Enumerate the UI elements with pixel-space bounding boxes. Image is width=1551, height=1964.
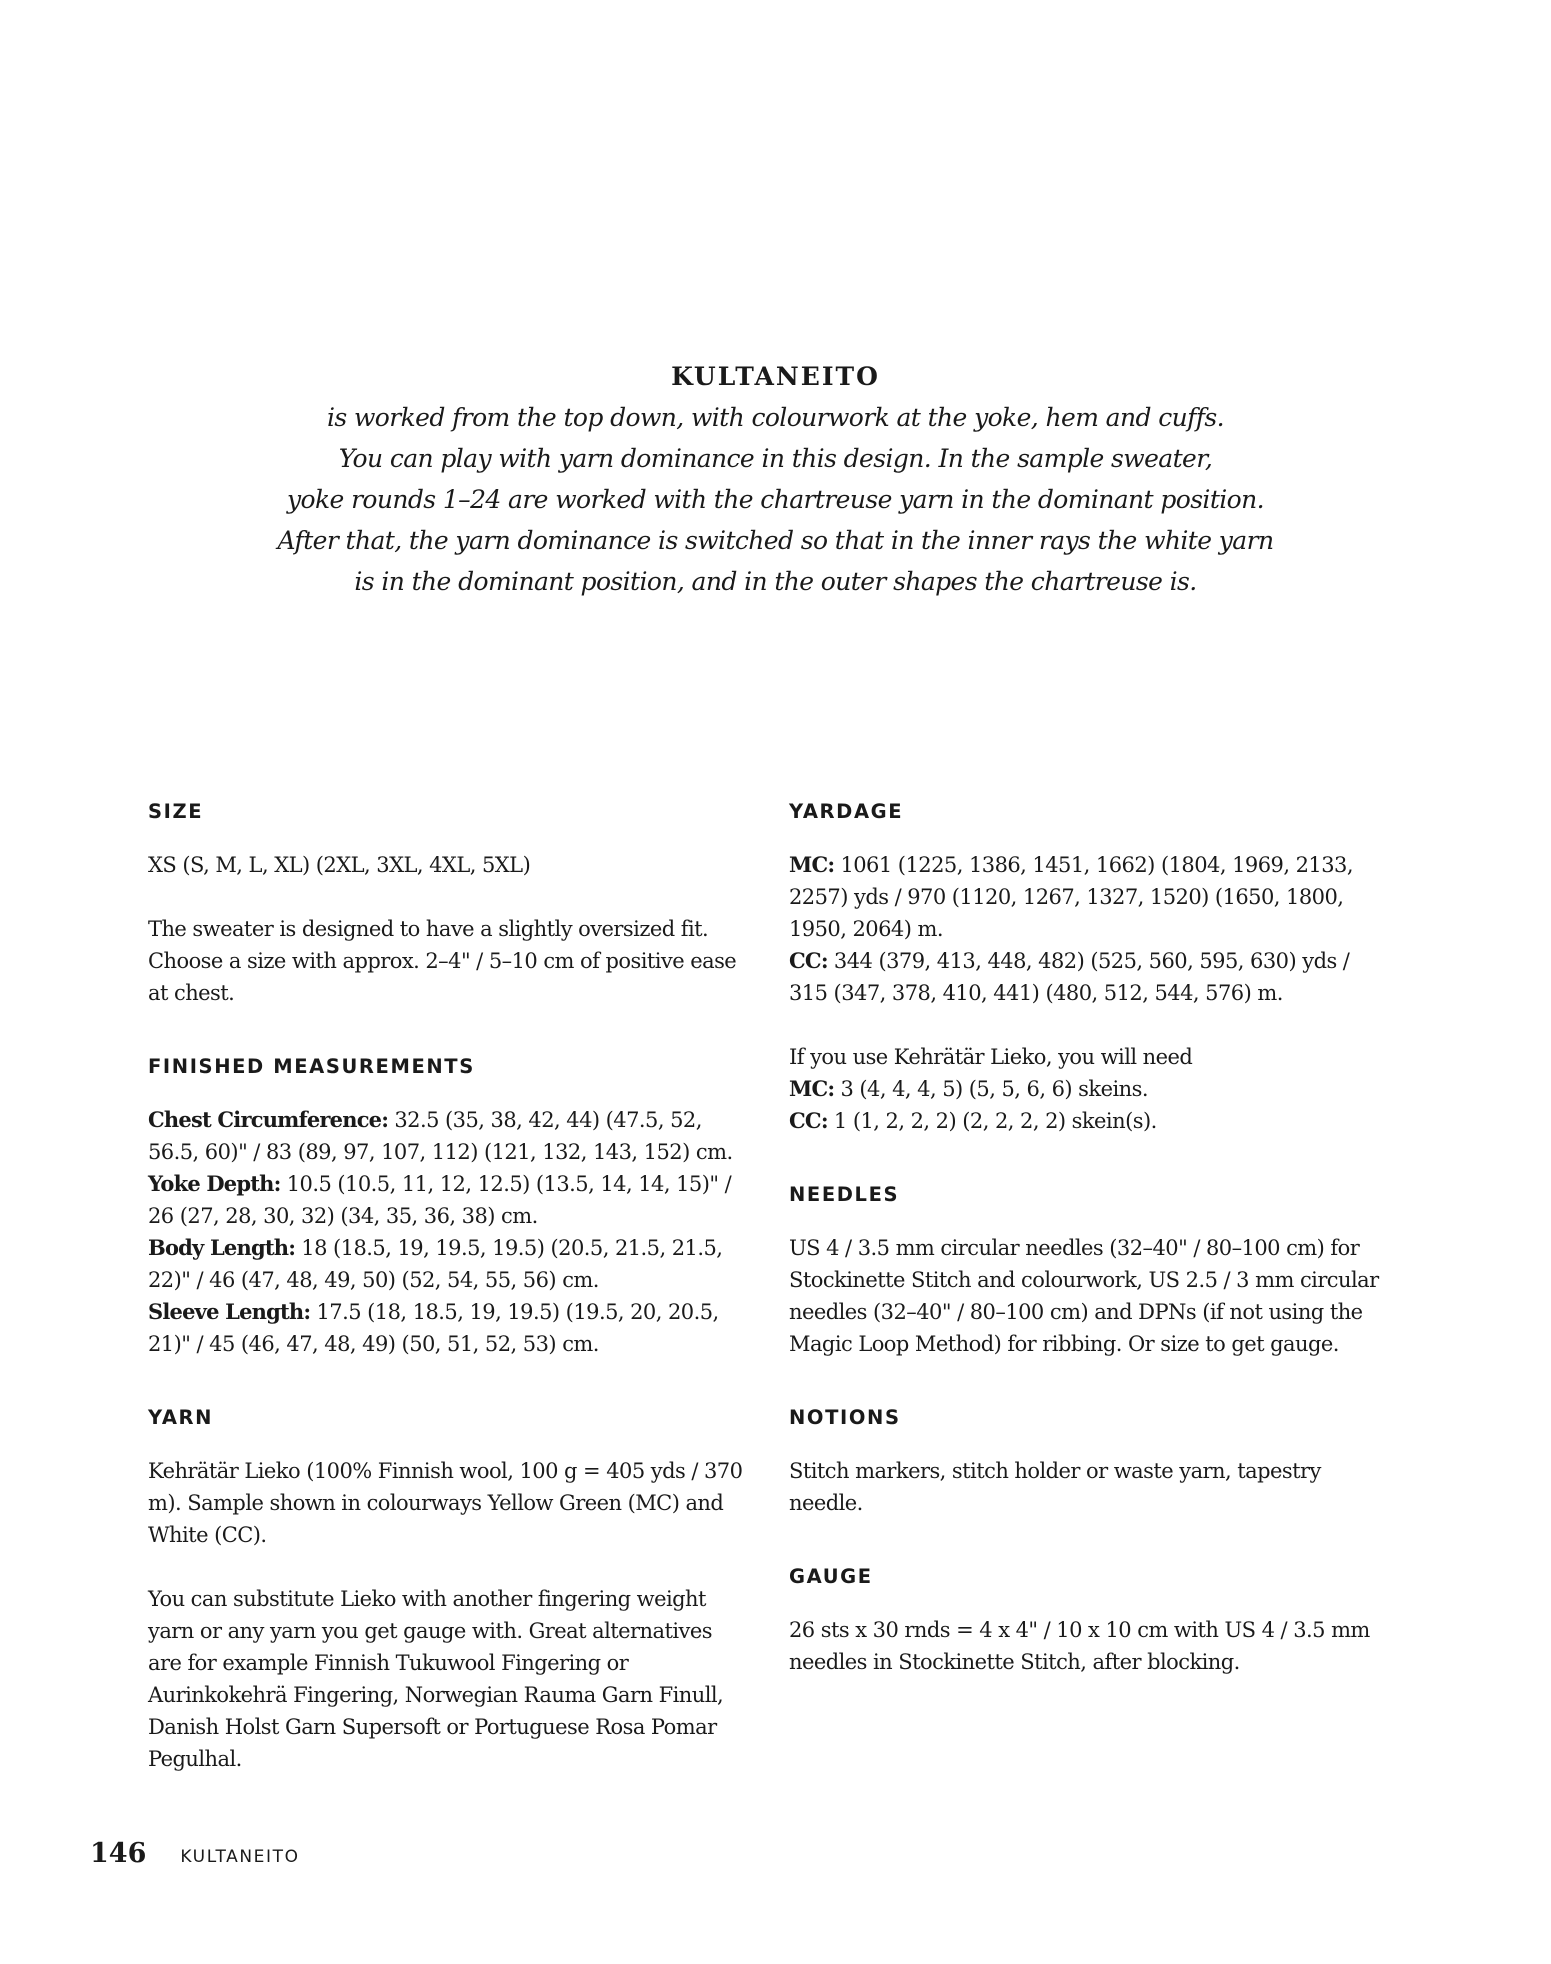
mc-value: 1061 (1225, 1386, 1451, 1662) (1804, 1969, 2133, 2257) yds / 970 (1120, 1267, 1327, 1520) (1650, 1800, 1950, 2064) m.	[789, 853, 1353, 941]
gauge-heading: GAUGE	[789, 1565, 873, 1588]
lieko-mc-label: MC:	[789, 1076, 835, 1101]
needles-text: US 4 / 3.5 mm circular needles (32–40" / 80–100 cm) for Stockinette Stitch and colourwork, US 2.5 / 3 mm circular needles (32–40" / 80–100 cm) and DPNs (if not using the Magic Loop Method) for ribbing. Or size to get gauge.	[789, 1236, 1379, 1356]
sleeve-label: Sleeve Length:	[148, 1299, 311, 1324]
intro-line: is worked from the top down, with colourwork at the yoke, hem and cuffs.	[327, 403, 1224, 432]
body-length	[148, 1232, 748, 1296]
yoke-value: 10.5 (10.5, 11, 12, 12.5) (13.5, 14, 14, 15)" / 26 (27, 28, 30, 32) (34, 35, 36, 38) cm.	[148, 1172, 732, 1228]
yardage-section	[789, 800, 1379, 1137]
yardage-amounts	[789, 849, 1379, 1009]
intro-line: After that, the yarn dominance is switched so that in the inner rays the white yarn	[277, 526, 1274, 555]
yarn-section	[148, 1406, 748, 1775]
needles-heading: NEEDLES	[789, 1183, 900, 1206]
intro-line: yoke rounds 1–24 are worked with the chartreuse yarn in the dominant position.	[287, 485, 1264, 514]
mc-label: MC:	[789, 852, 835, 877]
size-heading: SIZE	[148, 800, 204, 823]
gauge-text: 26 sts x 30 rnds = 4 x 4" / 10 x 10 cm with US 4 / 3.5 mm needles in Stockinette Stitch, after blocking.	[789, 1618, 1370, 1674]
yarn-description: Kehrätär Lieko (100% Finnish wool, 100 g = 405 yds / 370 m). Sample shown in colourways Yellow Green (MC) and White (CC).	[148, 1459, 743, 1547]
cc-label: CC:	[789, 948, 828, 973]
intro-line: You can play with yarn dominance in this design. In the sample sweater,	[338, 444, 1213, 473]
finished-measurements-body	[148, 1104, 748, 1360]
finished-measurements-heading: FINISHED MEASUREMENTS	[148, 1055, 475, 1078]
intro-line: is in the dominant position, and in the outer shapes the chartreuse is.	[354, 567, 1197, 596]
page-number: 146	[90, 1838, 147, 1869]
yardage-body	[789, 849, 1379, 1137]
fit-note: The sweater is designed to have a slightly oversized fit. Choose a size with approx. 2–4" / 5–10 cm of positive ease at chest.	[148, 917, 737, 1005]
yarn-body	[148, 1455, 748, 1775]
lieko-cc-label: CC:	[789, 1108, 828, 1133]
lieko-intro: If you use Kehrätär Lieko, you will need	[789, 1045, 1193, 1069]
lieko-mc	[789, 1073, 1379, 1105]
cc-value: 344 (379, 413, 448, 482) (525, 560, 595, 630) yds / 315 (347, 378, 410, 441) (480, 512, 544, 576) m.	[789, 949, 1350, 1005]
notions-heading: NOTIONS	[789, 1406, 901, 1429]
yarn-substitute: You can substitute Lieko with another fingering weight yarn or any yarn you get gauge with. Great alternatives are for example Finnish Tukuwool Fingering or Aurinkokehrä Fingering, Norwegian Rauma Garn Finull, Danish Holst Garn Supersoft or Portuguese Rosa Pomar Pegulhal.	[148, 1587, 724, 1771]
size-body	[148, 849, 748, 1009]
yardage-cc	[789, 945, 1379, 1009]
chest-value: 32.5 (35, 38, 42, 44) (47.5, 52, 56.5, 60)" / 83 (89, 97, 107, 112) (121, 132, 143, 152) cm.	[148, 1108, 733, 1164]
body-length-label: Body Length:	[148, 1235, 296, 1260]
size-section	[148, 800, 748, 1009]
lieko-cc	[789, 1105, 1379, 1137]
finished-measurements-section	[148, 1055, 748, 1360]
needles-section	[789, 1183, 1379, 1360]
notions-section	[789, 1406, 1379, 1519]
yarn-heading: YARN	[148, 1406, 214, 1429]
yoke-depth	[148, 1168, 748, 1232]
notions-text: Stitch markers, stitch holder or waste yarn, tapestry needle.	[789, 1459, 1321, 1515]
chest-circumference	[148, 1104, 748, 1168]
sleeve-value: 17.5 (18, 18.5, 19, 19.5) (19.5, 20, 20.5, 21)" / 45 (46, 47, 48, 49) (50, 51, 52, 53) cm.	[148, 1300, 719, 1356]
chest-label: Chest Circumference:	[148, 1107, 389, 1132]
yoke-label: Yoke Depth:	[148, 1171, 281, 1196]
lieko-skeins	[789, 1041, 1379, 1137]
gauge-section	[789, 1565, 1379, 1678]
lieko-mc-value: 3 (4, 4, 4, 5) (5, 5, 6, 6) skeins.	[834, 1077, 1148, 1101]
right-column	[789, 800, 1379, 1724]
lieko-cc-value: 1 (1, 2, 2, 2) (2, 2, 2, 2) skein(s).	[827, 1109, 1157, 1133]
intro	[0, 362, 1551, 602]
size-list: XS (S, M, L, XL) (2XL, 3XL, 4XL, 5XL)	[148, 853, 531, 877]
running-title: KULTANEITO	[180, 1847, 300, 1867]
yardage-heading: YARDAGE	[789, 800, 904, 823]
yardage-mc	[789, 849, 1379, 945]
pattern-title: KULTANEITO	[671, 362, 880, 391]
sleeve-length	[148, 1296, 748, 1360]
body-length-value: 18 (18.5, 19, 19.5, 19.5) (20.5, 21.5, 21.5, 22)" / 46 (47, 48, 49, 50) (52, 54, 55, 56) cm.	[148, 1236, 723, 1292]
left-column	[148, 800, 748, 1821]
page-footer	[90, 1838, 300, 1869]
